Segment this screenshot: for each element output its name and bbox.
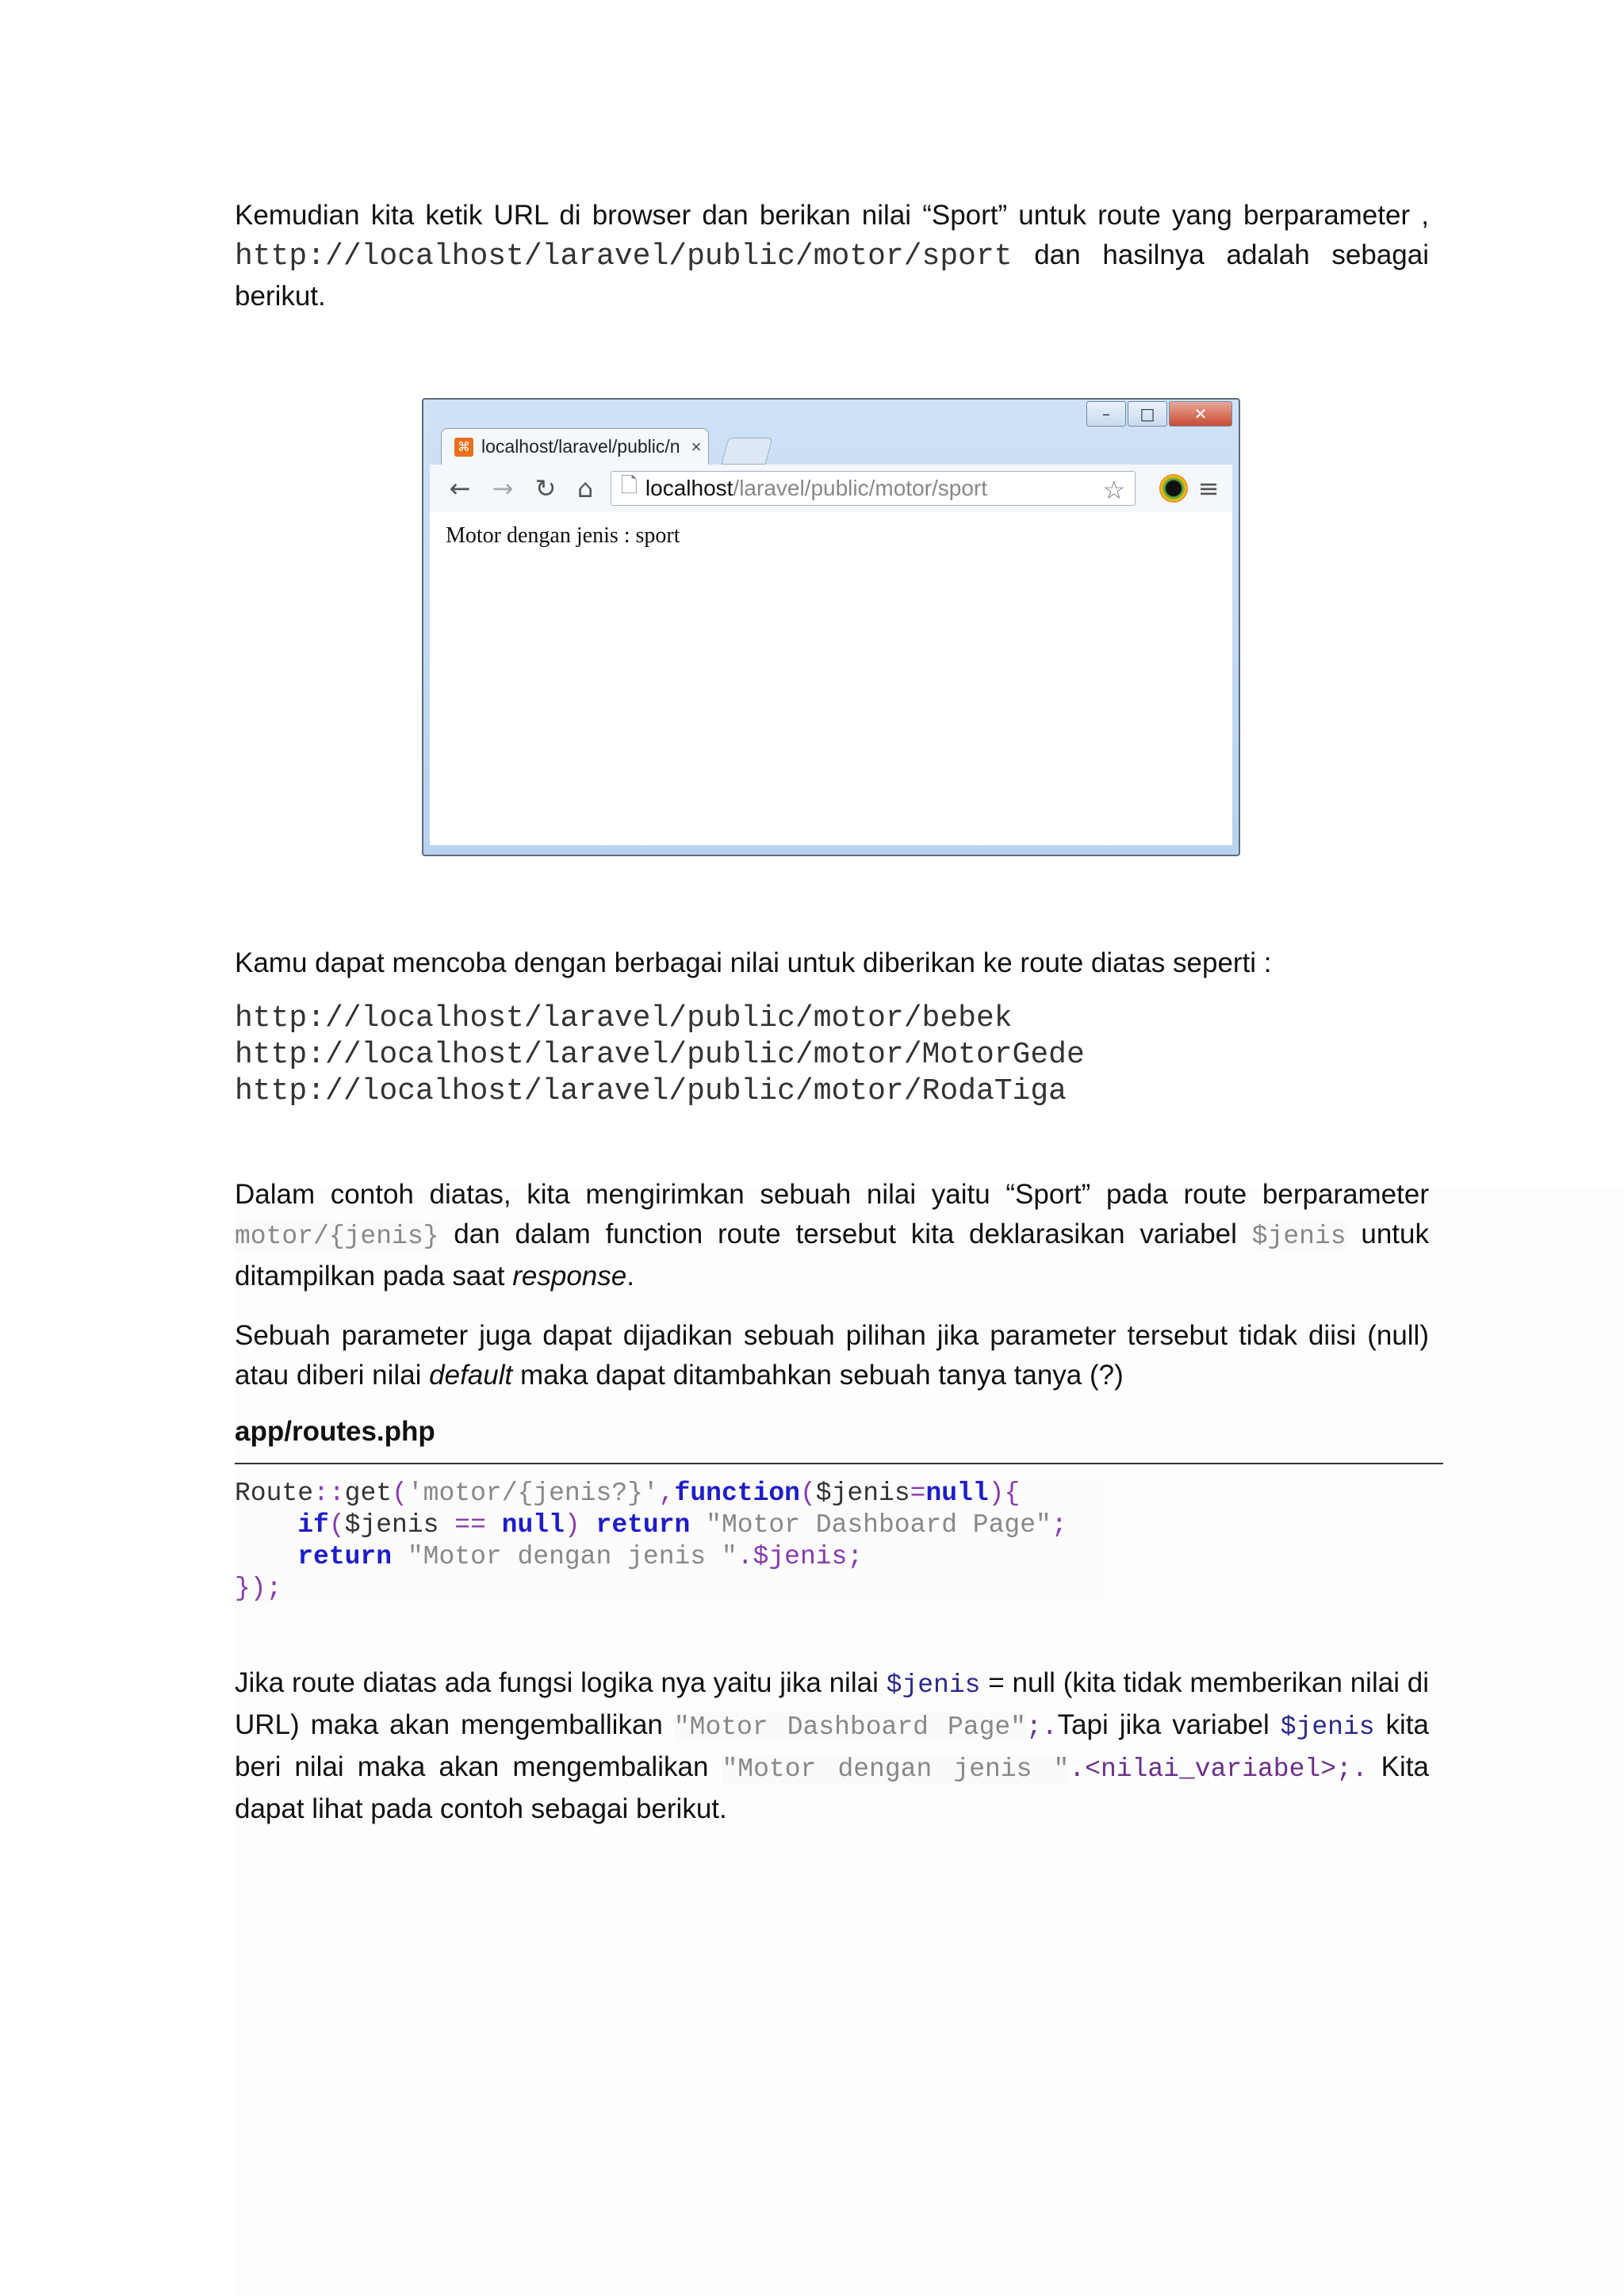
inline-code-punct: .<nilai_variabel>;. <box>1069 1755 1368 1784</box>
code-token: $jenis <box>344 1510 455 1540</box>
code-token: == <box>454 1510 486 1540</box>
browser-toolbar <box>430 465 1232 513</box>
intro-text: Kemudian kita ketik URL di browser dan berikan nilai “Sport” untuk route yang berparameter , <box>235 200 1429 231</box>
page-output-text: Motor dengan jenis : sport <box>446 523 680 548</box>
code-token: null <box>925 1479 989 1508</box>
explanation-paragraph <box>235 1175 1429 1296</box>
logic-text: Jika route diatas ada fungsi logika nya yaitu jika nilai <box>235 1667 887 1698</box>
inline-code-punct: ;. <box>1025 1712 1058 1742</box>
address-host: localhost <box>645 476 733 500</box>
inline-code-route: motor/{jenis} <box>235 1222 439 1251</box>
code-token: 'motor/{jenis?}' <box>407 1479 659 1508</box>
inline-code-string: "Motor dengan jenis " <box>722 1755 1070 1784</box>
minimize-icon[interactable]: – <box>1086 401 1126 427</box>
emphasis-default: default <box>429 1360 513 1391</box>
code-token: $jenis <box>753 1542 848 1571</box>
logic-text-4: kita beri nilai maka akan mengembalikan <box>235 1709 1429 1782</box>
address-bar[interactable] <box>611 471 1136 506</box>
explanation-text-2: dan dalam function route tersebut kita deklarasikan variabel <box>439 1219 1252 1249</box>
code-token: "Motor dengan jenis " <box>392 1542 737 1571</box>
url-item: http://localhost/laravel/public/motor/MotorGede <box>235 1038 1085 1072</box>
code-token: , <box>658 1479 675 1508</box>
logic-paragraph <box>235 1663 1429 1829</box>
url-item: http://localhost/laravel/public/motor/bebek <box>235 1001 1013 1035</box>
reload-icon[interactable]: ↻ <box>534 473 557 503</box>
code-token: }); <box>235 1574 282 1603</box>
new-tab-button[interactable] <box>721 438 772 465</box>
examples-intro: Kamu dapat mencoba dengan berbagai nilai untuk diberikan ke route diatas seperti : <box>235 947 1272 978</box>
inline-code-var: $jenis <box>1280 1712 1375 1742</box>
browser-screenshot <box>422 398 1240 856</box>
code-token: "Motor Dashboard Page" <box>690 1510 1051 1540</box>
close-icon[interactable]: ✕ <box>1169 401 1232 427</box>
intro-text-end: dan hasilnya adalah sebagai berikut. <box>235 239 1429 312</box>
code-token: function <box>674 1479 800 1508</box>
inline-code-var: $jenis <box>886 1670 981 1700</box>
code-token: ; <box>847 1542 864 1571</box>
tab-title: localhost/laravel/public/n <box>481 436 680 457</box>
tab-close-icon[interactable]: × <box>691 436 702 457</box>
browser-tab[interactable] <box>441 428 709 465</box>
optional-text: Sebuah parameter juga dapat dijadikan sebuah pilihan jika parameter tersebut tidak diisi (null) atau diberi nilai <box>235 1320 1429 1391</box>
favicon-icon: ⌘ <box>454 438 473 457</box>
logic-text-5: Kita dapat lihat pada contoh sebagai berikut. <box>235 1751 1429 1824</box>
inline-code-string: "Motor Dashboard Page" <box>673 1712 1026 1742</box>
code-token: Route <box>235 1479 314 1508</box>
forward-arrow-icon[interactable]: → <box>492 473 514 503</box>
code-token: return <box>297 1542 393 1571</box>
code-block <box>235 1478 1107 1605</box>
code-token: ( <box>328 1510 345 1540</box>
code-token: ( <box>799 1479 816 1508</box>
document-icon: 🗋 <box>621 474 638 498</box>
address-path: /laravel/public/motor/sport <box>733 476 987 500</box>
code-token: ) <box>564 1510 596 1540</box>
logic-text-3: Tapi jika variabel <box>1057 1709 1281 1740</box>
heading-divider <box>235 1463 1443 1464</box>
optional-param-paragraph <box>235 1316 1429 1395</box>
back-arrow-icon[interactable]: ← <box>449 473 471 503</box>
explanation-text: Dalam contoh diatas, kita mengirimkan sebuah nilai yaitu “Sport” pada route berparameter <box>235 1179 1429 1210</box>
logic-text-2: = null (kita tidak memberikan nilai di URL) maka akan mengemballikan <box>235 1667 1429 1740</box>
star-icon[interactable]: ☆ <box>1102 475 1125 505</box>
code-indent <box>235 1542 297 1571</box>
hamburger-menu-icon[interactable]: ≡ <box>1197 473 1220 503</box>
file-heading: app/routes.php <box>235 1416 435 1447</box>
code-token: = <box>910 1479 926 1508</box>
window-controls <box>1085 401 1232 427</box>
emphasis-response: response <box>512 1261 627 1292</box>
code-token: ){ <box>988 1479 1021 1508</box>
sport-url: http://localhost/laravel/public/motor/sport <box>235 239 1013 274</box>
browser-viewport <box>430 512 1232 845</box>
code-token: $jenis <box>815 1479 910 1508</box>
url-item: http://localhost/laravel/public/motor/RodaTiga <box>235 1074 1067 1108</box>
maximize-icon[interactable]: □ <box>1128 401 1167 427</box>
code-token: . <box>737 1542 753 1571</box>
code-token: :: <box>313 1479 345 1508</box>
inline-code-var: $jenis <box>1251 1222 1346 1251</box>
extension-icon[interactable] <box>1159 474 1188 503</box>
code-token: if <box>297 1510 329 1540</box>
optional-text-end: maka dapat ditambahkan sebuah tanya tanya (?) <box>512 1360 1124 1391</box>
explanation-text-3: untuk ditampilkan pada saat <box>235 1219 1429 1292</box>
code-token: ( <box>392 1479 408 1508</box>
home-icon[interactable]: ⌂ <box>576 473 594 503</box>
code-token: get <box>344 1479 393 1508</box>
explanation-text-4: . <box>626 1261 634 1292</box>
intro-paragraph <box>235 196 1429 316</box>
code-token: null <box>485 1510 565 1540</box>
code-indent <box>235 1510 297 1540</box>
url-list <box>235 1001 1085 1110</box>
code-token: ; <box>1051 1510 1067 1540</box>
code-token: return <box>596 1510 691 1540</box>
